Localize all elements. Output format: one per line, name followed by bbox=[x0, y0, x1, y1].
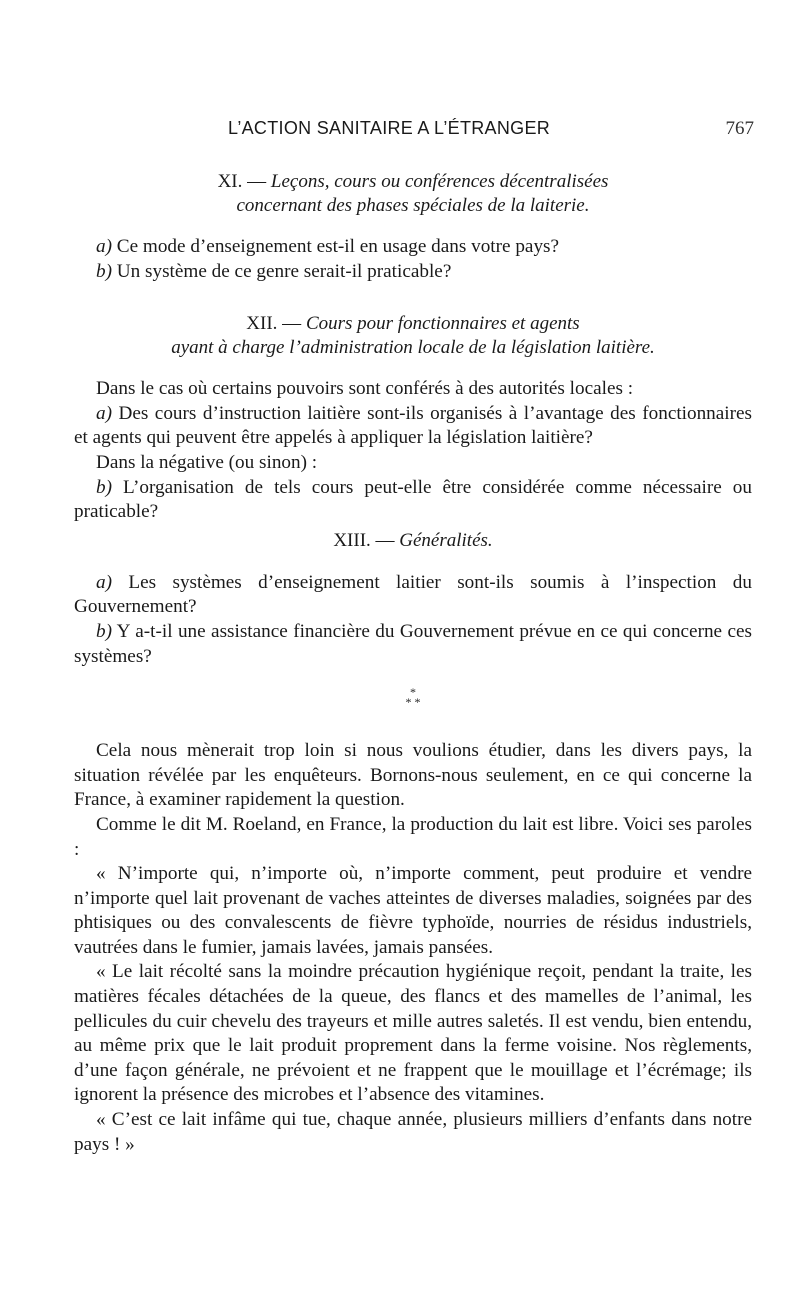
section-xii-negative: Dans la négative (ou sinon) : bbox=[96, 451, 318, 473]
quote-paragraph-3: « C’est ce lait infâme qui tue, chaque année, plusieurs milliers d’enfants dans notre pays ! » bbox=[74, 1109, 752, 1155]
section-xi-title-line2: concernant des phases spéciales de la laiterie. bbox=[236, 195, 590, 216]
item-text: Y a-t-il une assistance financière du Gouvernement prévue en ce qui concerne ces systèmes? bbox=[74, 620, 752, 667]
section-xiii-number: XIII. — bbox=[333, 529, 400, 551]
section-xii-item-b bbox=[74, 476, 752, 525]
section-xiii-heading bbox=[74, 529, 752, 553]
section-xiii-item-a bbox=[74, 571, 752, 620]
item-text: Ce mode d’enseignement est-il en usage dans votre pays? bbox=[111, 236, 560, 257]
closing-paragraph-1: Cela nous mènerait trop loin si nous voulions étudier, dans les divers pays, la situation révélée par les enquêteurs. Bornons-nous seulement, en ce qui concerne la France, à examiner rapidement la question. bbox=[74, 740, 752, 811]
section-xiii-item-b bbox=[74, 620, 752, 669]
running-title: L’ACTION SANITAIRE A L’ÉTRANGER bbox=[228, 118, 551, 138]
section-xi-item-a bbox=[74, 235, 752, 260]
quote-paragraph-1: « N’importe qui, n’importe où, n’importe comment, peut produire et vendre n’importe quel lait provenant de vaches atteintes de diverses maladies, soignées par des phtisiques ou des convalescents de fièvre typhoïde, nourries de résidus industriels, vautrées dans le fumier, jamais lavées, jamais pansées. bbox=[74, 863, 752, 958]
item-letter: a) bbox=[96, 402, 112, 424]
body-text bbox=[74, 170, 752, 1157]
item-letter: a) bbox=[96, 236, 112, 257]
section-xii-title-line1: Cours pour fonctionnaires et agents bbox=[305, 313, 580, 335]
section-xii-title-line2: ayant à charge l’administration locale de la législation laitière. bbox=[171, 337, 655, 359]
page-number: 767 bbox=[725, 118, 754, 139]
section-xiii-title: Généralités. bbox=[399, 529, 493, 551]
asterism-top: * bbox=[410, 685, 416, 700]
item-text: Les systèmes d’enseignement laitier sont-ils soumis à l’inspection du Gouvernement? bbox=[74, 571, 752, 618]
section-xii-heading bbox=[74, 312, 752, 360]
item-letter: b) bbox=[96, 620, 112, 642]
item-text: Un système de ce genre serait-il praticable? bbox=[111, 260, 452, 282]
section-xii-item-a bbox=[74, 402, 752, 451]
item-letter: b) bbox=[96, 476, 112, 498]
section-xi-item-b bbox=[74, 260, 752, 285]
quote-paragraph-2: « Le lait récolté sans la moindre précaution hygiénique reçoit, pendant la traite, les matières fécales détachées de la queue, des flancs et des mamelles de l’animal, les pellicules du cuir chevelu des trayeurs et mille autres saletés. Il est vendu, bien entendu, au même prix que le lait produit proprement dans la ferme voisine. Nos règlements, d’une façon générale, ne prévoient et ne frappent que le mouillage et l’écrémage; ils ignorent la présence des microbes et l’absence des vitamines. bbox=[74, 961, 752, 1106]
item-text: Des cours d’instruction laitière sont-ils organisés à l’avantage des fonctionnaires et agents qui peuvent être appelés à appliquer la législation laitière? bbox=[74, 402, 752, 449]
asterism-separator bbox=[74, 685, 752, 710]
section-xi-number: XI. — bbox=[217, 171, 271, 192]
item-text: L’organisation de tels cours peut-elle être considérée comme nécessaire ou praticable? bbox=[74, 476, 752, 523]
item-letter: b) bbox=[96, 260, 112, 282]
section-xi-title-line1: Leçons, cours ou conférences décentralisées bbox=[270, 171, 609, 192]
item-letter: a) bbox=[96, 571, 112, 593]
running-head bbox=[0, 118, 800, 148]
section-xii-intro: Dans le cas où certains pouvoirs sont conférés à des autorités locales : bbox=[96, 378, 634, 400]
section-xi-heading bbox=[74, 170, 752, 218]
section-xii-number: XII. — bbox=[246, 313, 306, 335]
asterism-bottom: * * bbox=[405, 695, 421, 710]
closing-paragraph-2: Comme le dit M. Roeland, en France, la production du lait est libre. Voici ses paroles : bbox=[74, 813, 752, 860]
